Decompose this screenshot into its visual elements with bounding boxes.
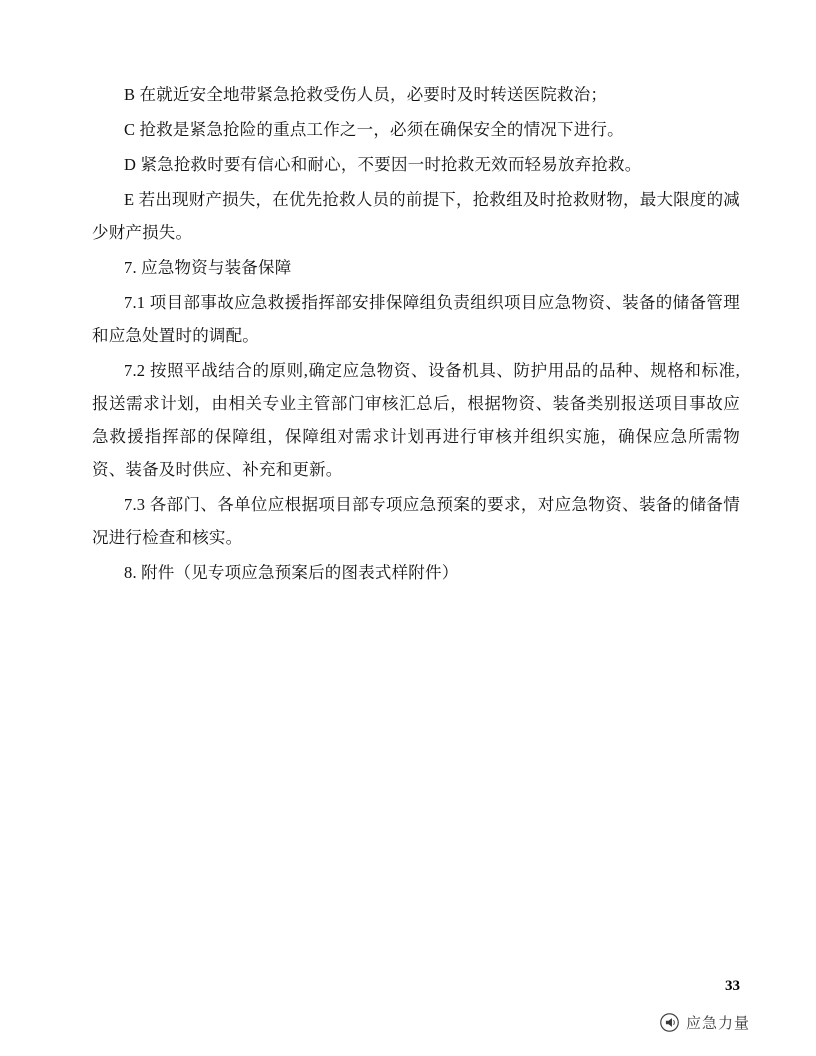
paragraph-item-7-3: 7.3 各部门、各单位应根据项目部专项应急预案的要求，对应急物资、装备的储备情况进行检查和核实。 [92,495,740,547]
paragraph-item-c: C 抢救是紧急抢险的重点工作之一，必须在确保安全的情况下进行。 [124,120,624,139]
paragraph-item-7-1: 7.1 项目部事故应急救援指挥部安排保障组负责组织项目应急物资、装备的储备管理和应急处置时的调配。 [92,293,740,345]
document-body [92,78,740,591]
heading-section-7: 7. 应急物资与装备保障 [124,258,292,277]
footer-brand [660,1012,750,1033]
paragraph-item-e: E 若出现财产损失，在优先抢救人员的前提下，抢救组及时抢救财物，最大限度的减少财产损失。 [92,190,740,242]
page-number: 33 [725,978,740,994]
brand-label: 应急力量 [685,1016,750,1032]
speaker-megaphone-icon [660,1013,679,1032]
paragraph-item-b: B 在就近安全地带紧急抢救受伤人员，必要时及时转送医院救治； [124,85,608,104]
paragraph-item-7-2: 7.2 按照平战结合的原则,确定应急物资、设备机具、防护用品的品种、规格和标准,报送需求计划，由相关专业主管部门审核汇总后，根据物资、装备类别报送项目事故应急救援指挥部的保障组，保障组对需求计划再进行审核并组织实施，确保应急所需物资、装备及时供应、补充和更新。 [92,361,740,479]
paragraph-item-d: D 紧急抢救时要有信心和耐心，不要因一时抢救无效而轻易放弃抢救。 [124,155,642,174]
heading-section-8: 8. 附件（见专项应急预案后的图表式样附件） [124,563,459,582]
